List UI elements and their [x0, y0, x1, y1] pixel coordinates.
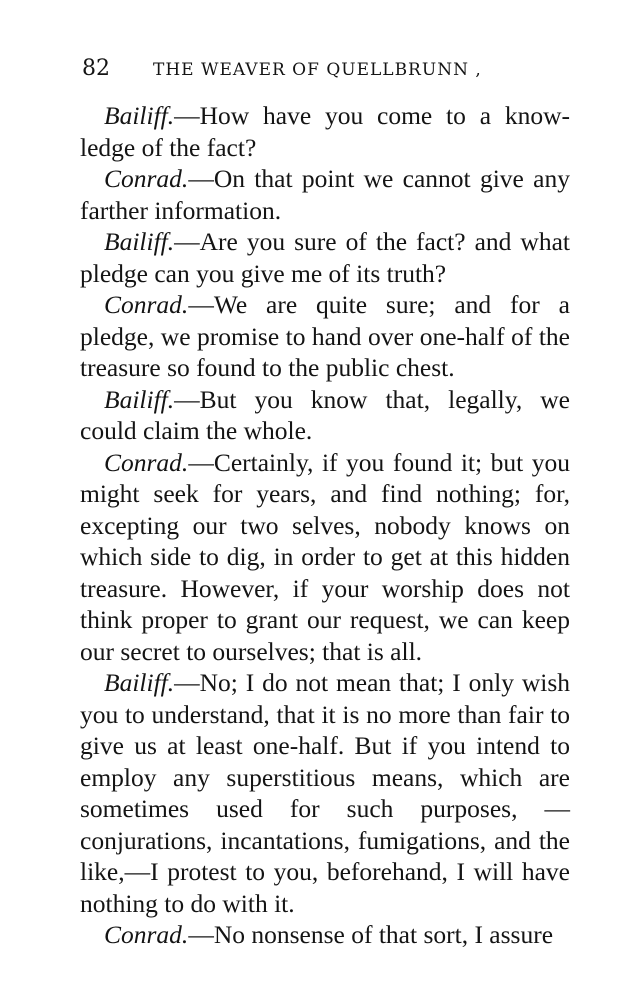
- dialogue-paragraph: [80, 100, 570, 163]
- speech-text: —But you know that, legally, we could claim the whole.: [80, 384, 570, 445]
- dialogue-paragraph: [80, 289, 570, 384]
- page-number: 82: [82, 56, 110, 81]
- dialogue-paragraph: [80, 163, 570, 226]
- speech-text: —On that point we cannot give any farther information.: [80, 164, 570, 225]
- speech-text: —No; I do not mean that; I only wish you to understand, that it is no more than fair to give us at least one-half. But if you intend to employ any superstitious means, which are sometimes used for such purposes, —conjurations, incantations, fumigations, and the like,—I protest to you, beforehand, I will have nothing to do with it.: [80, 668, 570, 918]
- speaker-name: Conrad.: [104, 164, 189, 193]
- speech-text: —We are quite sure; and for a pledge, we promise to hand over one-half of the treasure so found to the public chest.: [80, 290, 570, 382]
- dialogue-text: [80, 100, 570, 951]
- speaker-name: Bailiff.: [104, 227, 175, 256]
- speech-text: —No nonsense of that sort, I assure: [188, 920, 554, 949]
- speech-text: —Certainly, if you found it; but you might seek for years, and find nothing; for, excepting our two selves, nobody knows on which side to dig, in order to get at this hidden treasure. However, if your worship does not think proper to grant our request, we can keep our secret to ourselves; that is all.: [80, 447, 570, 666]
- speech-text: —Are you sure of the fact? and what pledge can you give me of its truth?: [80, 227, 570, 288]
- running-title: THE WEAVER OF QUELLBRUNN ,: [153, 60, 482, 80]
- speaker-name: Conrad.: [104, 290, 189, 319]
- speaker-name: Conrad.: [104, 447, 189, 477]
- speaker-name: Bailiff.: [104, 668, 175, 697]
- speaker-name: Conrad.: [104, 920, 189, 949]
- dialogue-paragraph-truncated: [80, 919, 570, 951]
- dialogue-paragraph: [80, 447, 570, 668]
- speaker-name: Bailiff.: [104, 384, 175, 414]
- dialogue-paragraph: [80, 226, 570, 289]
- speaker-name: Bailiff.: [104, 101, 175, 130]
- speech-text: —How have you come to a knowledge of the fact?: [80, 101, 570, 162]
- page-header: [82, 56, 552, 81]
- dialogue-paragraph: [80, 384, 570, 447]
- dialogue-paragraph: [80, 667, 570, 919]
